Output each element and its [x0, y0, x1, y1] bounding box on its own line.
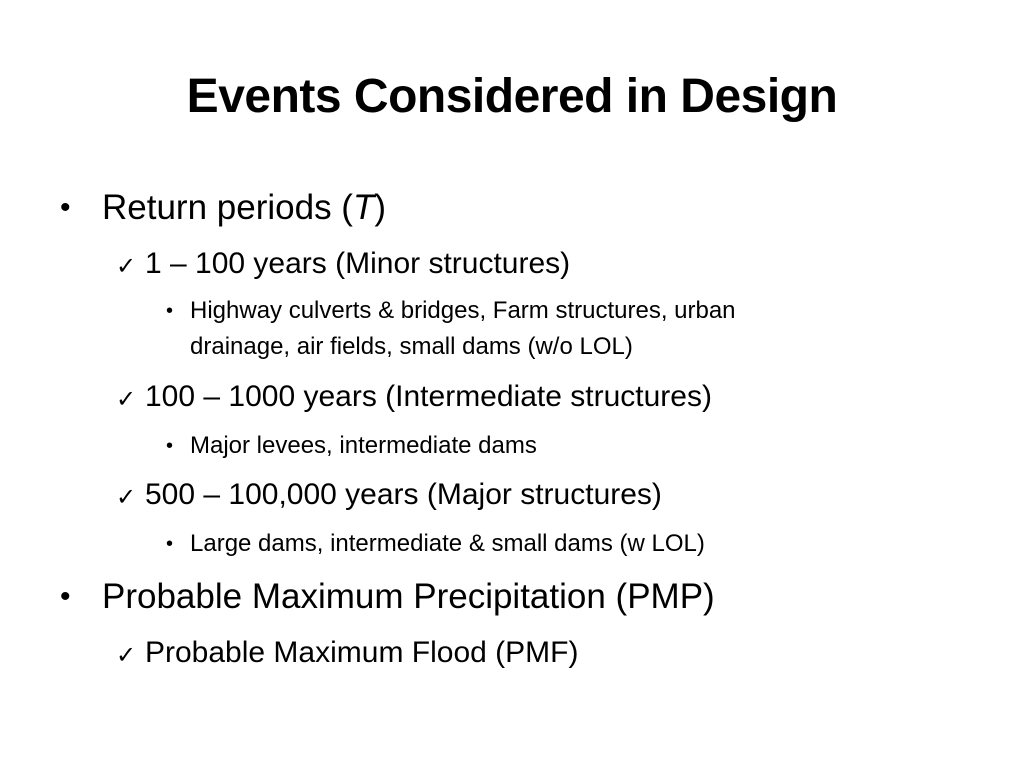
checkmark-icon: ✓ [116, 385, 137, 413]
checkmark-icon: ✓ [116, 483, 137, 511]
slide-title: Events Considered in Design [186, 70, 838, 123]
check-item-text: 1 – 100 years (Minor structures) [145, 247, 571, 280]
small-bullet-dot-icon: • [166, 533, 174, 555]
bullet-dot-icon: • [60, 191, 71, 224]
bullet-dot-icon: • [60, 580, 71, 613]
small-bullet-dot-icon: • [166, 435, 174, 457]
sub-bullet-text: Large dams, intermediate & small dams (w LOL) [190, 530, 705, 557]
bullet-text: Probable Maximum Precipitation (PMP) [102, 577, 715, 616]
bullet-text-part: ) [374, 188, 386, 227]
bullet-text-part: Return periods ( [102, 188, 353, 227]
sub-bullet-text-line-1: Highway culverts & bridges, Farm structures, urban [190, 297, 736, 324]
check-item-text: 500 – 100,000 years (Major structures) [145, 478, 662, 511]
sub-bullet-text-line-2: drainage, air fields, small dams (w/o LOL) [190, 333, 633, 360]
checkmark-icon: ✓ [116, 641, 137, 669]
sub-bullet-text: Major levees, intermediate dams [190, 432, 537, 459]
checkmark-icon: ✓ [116, 252, 137, 280]
italic-variable: T [352, 188, 375, 227]
check-item-text: 100 – 1000 years (Intermediate structures) [145, 380, 712, 413]
small-bullet-dot-icon: • [166, 300, 174, 322]
check-item-text: Probable Maximum Flood (PMF) [145, 636, 579, 669]
bullet-text [102, 187, 386, 229]
